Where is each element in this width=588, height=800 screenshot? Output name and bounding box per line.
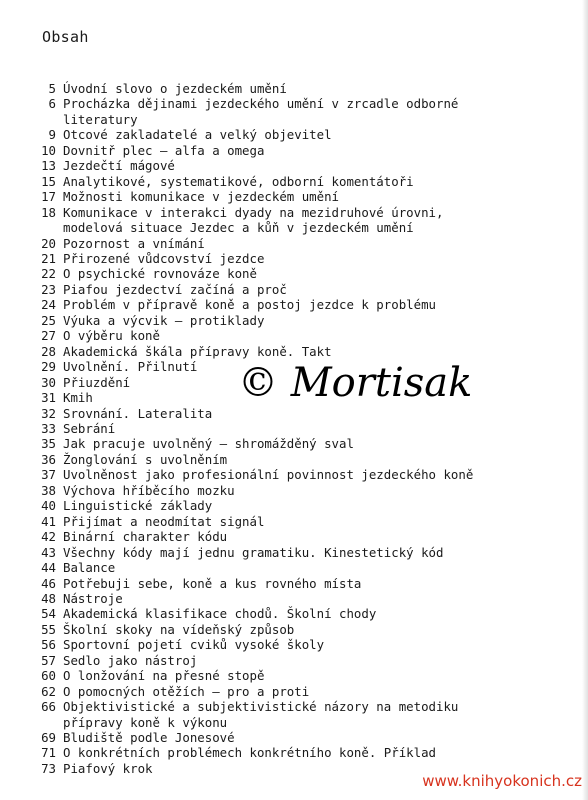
toc-page-number: 18	[41, 204, 56, 220]
toc-entry	[32, 606, 542, 621]
toc-entry-title: Jezdečtí mágové	[63, 158, 175, 174]
toc-entry	[32, 174, 542, 189]
toc-entry	[32, 591, 542, 606]
toc-page-number: 54	[41, 606, 56, 622]
toc-entry	[32, 143, 542, 158]
toc-entry	[32, 96, 542, 127]
toc-entry-title: Možnosti komunikace v jezdeckém umění	[63, 189, 340, 205]
toc-entry-title: Bludiště podle Jonesové	[63, 730, 235, 746]
toc-page-number: 62	[41, 683, 56, 699]
toc-entry	[32, 560, 542, 575]
toc-entry-title: Úvodní slovo o jezdeckém umění	[63, 81, 287, 96]
toc-entry	[32, 328, 542, 343]
table-of-contents	[32, 81, 542, 776]
toc-page-number: 29	[41, 359, 56, 375]
toc-entry	[32, 467, 542, 482]
toc-entry-title: Akademická škála přípravy koně. Takt	[63, 343, 332, 359]
toc-page-number: 35	[41, 436, 56, 452]
toc-page-number: 71	[41, 745, 56, 761]
toc-page-number: 66	[41, 699, 56, 715]
toc-page-number: 43	[41, 544, 56, 560]
toc-entry	[32, 745, 542, 760]
toc-entry	[32, 514, 542, 529]
toc-entry-title: Přiuzdění	[63, 374, 131, 390]
toc-entry-title: Analytikové, systematikové, odborní komentátoři	[63, 173, 414, 189]
toc-page-number: 36	[41, 451, 56, 467]
toc-page-number: 73	[41, 760, 56, 776]
toc-entry	[32, 483, 542, 498]
toc-page-number: 69	[41, 730, 56, 746]
toc-page-number: 31	[41, 390, 56, 406]
toc-page-number: 44	[41, 560, 56, 576]
toc-entry	[32, 498, 542, 513]
toc-page-number: 55	[41, 621, 56, 637]
toc-entry	[32, 622, 542, 637]
toc-entry-title: Všechny kódy mají jednu gramatiku. Kinestetický kód	[63, 544, 444, 560]
toc-entry-title: Přirozené vůdcovství jezdce	[63, 250, 265, 266]
toc-entry-title: Otcové zakladatelé a velký objevitel	[63, 127, 332, 143]
toc-page-number: 38	[41, 482, 56, 498]
toc-entry	[32, 158, 542, 173]
toc-entry-title: Komunikace v interakci dyady na mezidruhové úrovni, modelová situace Jezdec a kůň v jezdeckém umění	[63, 204, 444, 236]
toc-entry-title: Žonglování s uvolněním	[63, 451, 228, 467]
toc-entry-title: O výběru koně	[63, 328, 160, 344]
toc-page-number: 23	[41, 281, 56, 297]
toc-entry-title: Přijímat a neodmítat signál	[63, 513, 265, 529]
toc-entry	[32, 344, 542, 359]
toc-entry-title: O konkrétních problémech konkrétního koně. Příklad	[63, 745, 436, 761]
toc-page-number: 60	[41, 668, 56, 684]
toc-entry-title: Piafový krok	[63, 760, 153, 776]
toc-entry	[32, 127, 542, 142]
toc-entry-title: Piafou jezdectví začíná a proč	[63, 281, 287, 297]
toc-entry-title: Pozornost a vnímání	[63, 235, 205, 251]
toc-page-number: 33	[41, 420, 56, 436]
toc-entry	[32, 637, 542, 652]
toc-entry	[32, 436, 542, 451]
toc-page-number: 42	[41, 529, 56, 545]
toc-entry-title: Nástroje	[63, 590, 123, 606]
toc-page-number: 20	[41, 235, 56, 251]
toc-entry-title: Uvolnění. Přilnutí	[63, 359, 198, 375]
toc-entry-title: Výchova hříběcího mozku	[63, 482, 235, 498]
toc-entry	[32, 282, 542, 297]
toc-entry	[32, 406, 542, 421]
toc-page-number: 9	[48, 127, 56, 143]
toc-page-number: 5	[48, 81, 56, 96]
toc-entry	[32, 529, 542, 544]
toc-page-number: 6	[48, 96, 56, 112]
toc-entry	[32, 236, 542, 251]
toc-page-number: 57	[41, 652, 56, 668]
toc-entry-title: Uvolněnost jako profesionální povinnost jezdeckého koně	[63, 467, 474, 483]
toc-entry	[32, 81, 542, 96]
toc-entry-title: Potřebuji sebe, koně a kus rovného místa	[63, 575, 362, 591]
toc-page-number: 56	[41, 637, 56, 653]
toc-entry	[32, 251, 542, 266]
toc-entry	[32, 189, 542, 204]
toc-page-number: 21	[41, 250, 56, 266]
toc-entry	[32, 421, 542, 436]
toc-page-number: 41	[41, 513, 56, 529]
toc-page-number: 30	[41, 374, 56, 390]
toc-entry	[32, 730, 542, 745]
website-url: www.knihyokonich.cz	[422, 772, 582, 790]
toc-entry-title: Akademická klasifikace chodů. Školní chody	[63, 606, 377, 622]
toc-page-number: 37	[41, 467, 56, 483]
toc-entry	[32, 313, 542, 328]
toc-entry-title: Balance	[63, 560, 116, 576]
toc-entry-title: Kmih	[63, 390, 93, 406]
toc-entry-title: Dovnitř plec — alfa a omega	[63, 142, 265, 158]
toc-page-number: 32	[41, 405, 56, 421]
toc-page-number: 25	[41, 312, 56, 328]
toc-entry-title: Problém v přípravě koně a postoj jezdce k problému	[63, 297, 436, 313]
toc-page-number: 17	[41, 189, 56, 205]
toc-entry	[32, 576, 542, 591]
page-title: Obsah	[42, 28, 89, 46]
toc-entry-title: O lonžování na přesné stopě	[63, 668, 265, 684]
toc-page-number: 22	[41, 266, 56, 282]
toc-entry	[32, 266, 542, 281]
copyright-watermark: © Mortisak	[238, 360, 473, 406]
toc-entry-title: Sebrání	[63, 420, 116, 436]
toc-page-number: 27	[41, 328, 56, 344]
toc-entry	[32, 297, 542, 312]
toc-page-number: 48	[41, 590, 56, 606]
toc-entry-title: Procházka dějinami jezdeckého umění v zrcadle odborné literatury	[63, 96, 459, 127]
toc-page-number: 24	[41, 297, 56, 313]
toc-page-number: 15	[41, 173, 56, 189]
toc-entry-title: Sedlo jako nástroj	[63, 652, 198, 668]
toc-entry-title: Binární charakter kódu	[63, 529, 228, 545]
toc-entry	[32, 205, 542, 236]
toc-entry	[32, 699, 542, 730]
toc-entry	[32, 668, 542, 683]
toc-page-number: 46	[41, 575, 56, 591]
toc-page-number: 13	[41, 158, 56, 174]
toc-entry-title: O pomocných otěžích — pro a proti	[63, 683, 310, 699]
toc-entry-title: Objektivistické a subjektivistické názory na metodiku přípravy koně k výkonu	[63, 699, 459, 730]
toc-entry-title: Jak pracuje uvolněný — shromážděný sval	[63, 436, 354, 452]
toc-page-number: 10	[41, 142, 56, 158]
toc-entry-title: Školní skoky na vídeňský způsob	[63, 621, 295, 637]
page-edge-shadow	[582, 0, 588, 800]
toc-entry	[32, 653, 542, 668]
toc-entry-title: O psychické rovnováze koně	[63, 266, 257, 282]
toc-entry	[32, 684, 542, 699]
toc-entry-title: Linguistické základy	[63, 498, 213, 514]
toc-page-number: 28	[41, 343, 56, 359]
toc-entry	[32, 545, 542, 560]
toc-entry	[32, 452, 542, 467]
toc-entry-title: Srovnání. Lateralita	[63, 405, 213, 421]
toc-entry-title: Sportovní pojetí cviků vysoké školy	[63, 637, 325, 653]
toc-entry-title: Výuka a výcvik — protiklady	[63, 312, 265, 328]
toc-page-number: 40	[41, 498, 56, 514]
